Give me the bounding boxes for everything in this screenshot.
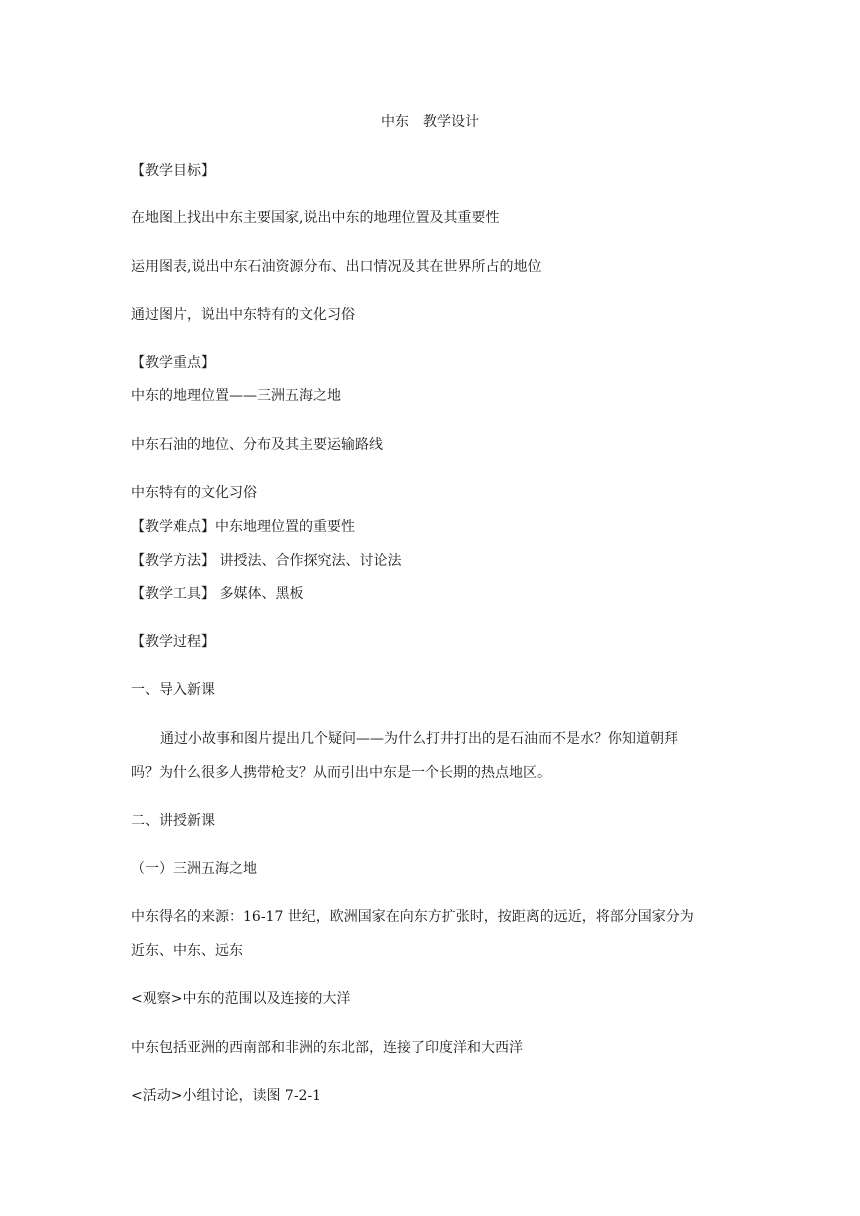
origin-line: 中东得名的来源：16-17 世纪，欧洲国家在向东方扩张时，按距离的远近，将部分国家分为 <box>131 909 694 925</box>
section-title: 一、导入新课 <box>131 682 215 698</box>
objectives-heading: 【教学目标】 <box>131 163 215 179</box>
subsection-title: （一）三洲五海之地 <box>131 861 257 877</box>
tools-line: 【教学工具】 多媒体、黑板 <box>131 586 304 602</box>
intro-paragraph-line: 吗？为什么很多人携带枪支？从而引出中东是一个长期的热点地区。 <box>131 765 551 781</box>
key-point-item: 中东石油的地位、分布及其主要运输路线 <box>131 437 383 453</box>
scope-line: 中东包括亚洲的西南部和非洲的东北部，连接了印度洋和大西洋 <box>131 1040 523 1056</box>
objective-item: 通过图片，说出中东特有的文化习俗 <box>131 307 355 323</box>
key-point-item: 中东的地理位置——三洲五海之地 <box>131 388 341 404</box>
objective-item: 运用图表,说出中东石油资源分布、出口情况及其在世界所占的地位 <box>131 259 542 275</box>
objective-item: 在地图上找出中东主要国家,说出中东的地理位置及其重要性 <box>131 210 500 226</box>
process-heading: 【教学过程】 <box>131 634 215 650</box>
section-title: 二、讲授新课 <box>131 813 215 829</box>
activity-line: <活动>小组讨论，读图 7-2-1 <box>131 1088 322 1104</box>
difficulty-line: 【教学难点】中东地理位置的重要性 <box>131 519 355 535</box>
origin-line: 近东、中东、远东 <box>131 943 243 959</box>
intro-paragraph-line: 通过小故事和图片提出几个疑问——为什么打井打出的是石油而不是水？你知道朝拜 <box>160 731 678 747</box>
document-title: 中东 教学设计 <box>381 114 479 130</box>
methods-line: 【教学方法】 讲授法、合作探究法、讨论法 <box>131 553 402 569</box>
observe-line: <观察>中东的范围以及连接的大洋 <box>131 991 351 1007</box>
key-point-item: 中东特有的文化习俗 <box>131 485 257 501</box>
key-points-heading: 【教学重点】 <box>131 355 215 371</box>
